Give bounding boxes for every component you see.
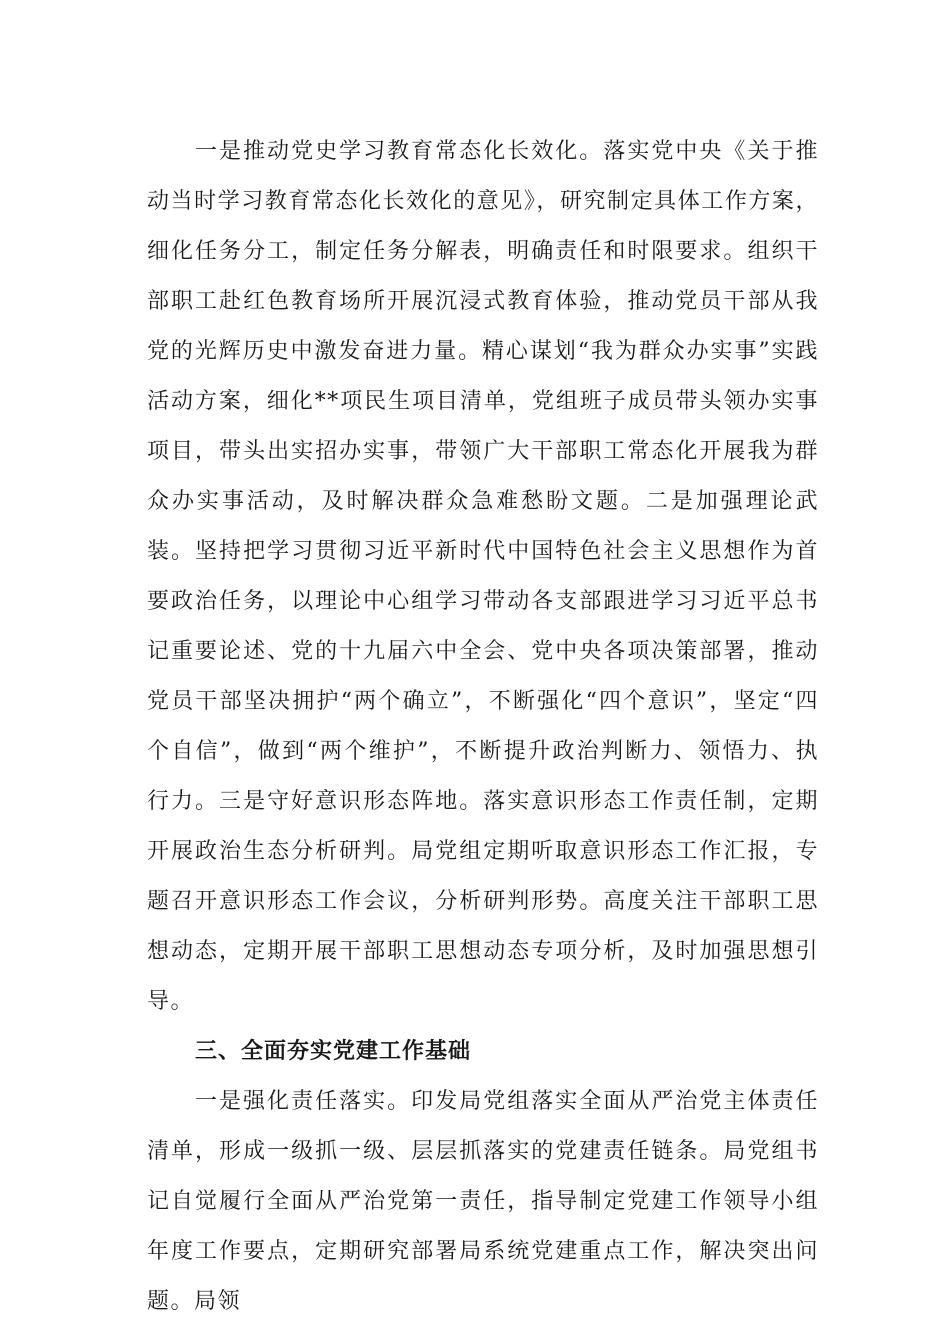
document-page	[147, 127, 819, 1327]
body-paragraph: 一是强化责任落实。印发局党组落实全面从严治党主体责任清单，形成一级抓一级、层层抓落实的党建责任链条。局党组书记自觉履行全面从严治党第一责任，指导制定党建工作领导小组年度工作要点，定期研究部署局系统党建重点工作，解决突出问题。局领	[147, 1089, 819, 1314]
section-heading: 三、全面夯实党建工作基础	[195, 1039, 472, 1064]
body-paragraph: 一是推动党史学习教育常态化长效化。落实党中央《关于推动当时学习教育常态化长效化的意见》，研究制定具体工作方案，细化任务分工，制定任务分解表，明确责任和时限要求。组织干部职工赴红色教育场所开展沉浸式教育体验，推动党员干部从我党的光辉历史中激发奋进力量。精心谋划“我为群众办实事”实践活动方案，细化**项民生项目清单，党组班子成员带头领办实事项目，带头出实招办实事，带领广大干部职工常态化开展我为群众办实事活动，及时解决群众急难愁盼文题。二是加强理论武装。坚持把学习贯彻习近平新时代中国特色社会主义思想作为首要政治任务，以理论中心组学习带动各支部跟进学习习近平总书记重要论述、党的十九届六中全会、党中央各项决策部署，推动党员干部坚决拥护“两个确立”，不断强化“四个意识”，坚定“四个自信”，做到“两个维护”，不断提升政治判断力、领悟力、执行力。三是守好意识形态阵地。落实意识形态工作责任制，定期开展政治生态分析研判。局党组定期听取意识形态工作汇报，专题召开意识形态工作会议，分析研判形势。高度关注干部职工思想动态，定期开展干部职工思想动态专项分析，及时加强思想引导。	[147, 139, 819, 1014]
